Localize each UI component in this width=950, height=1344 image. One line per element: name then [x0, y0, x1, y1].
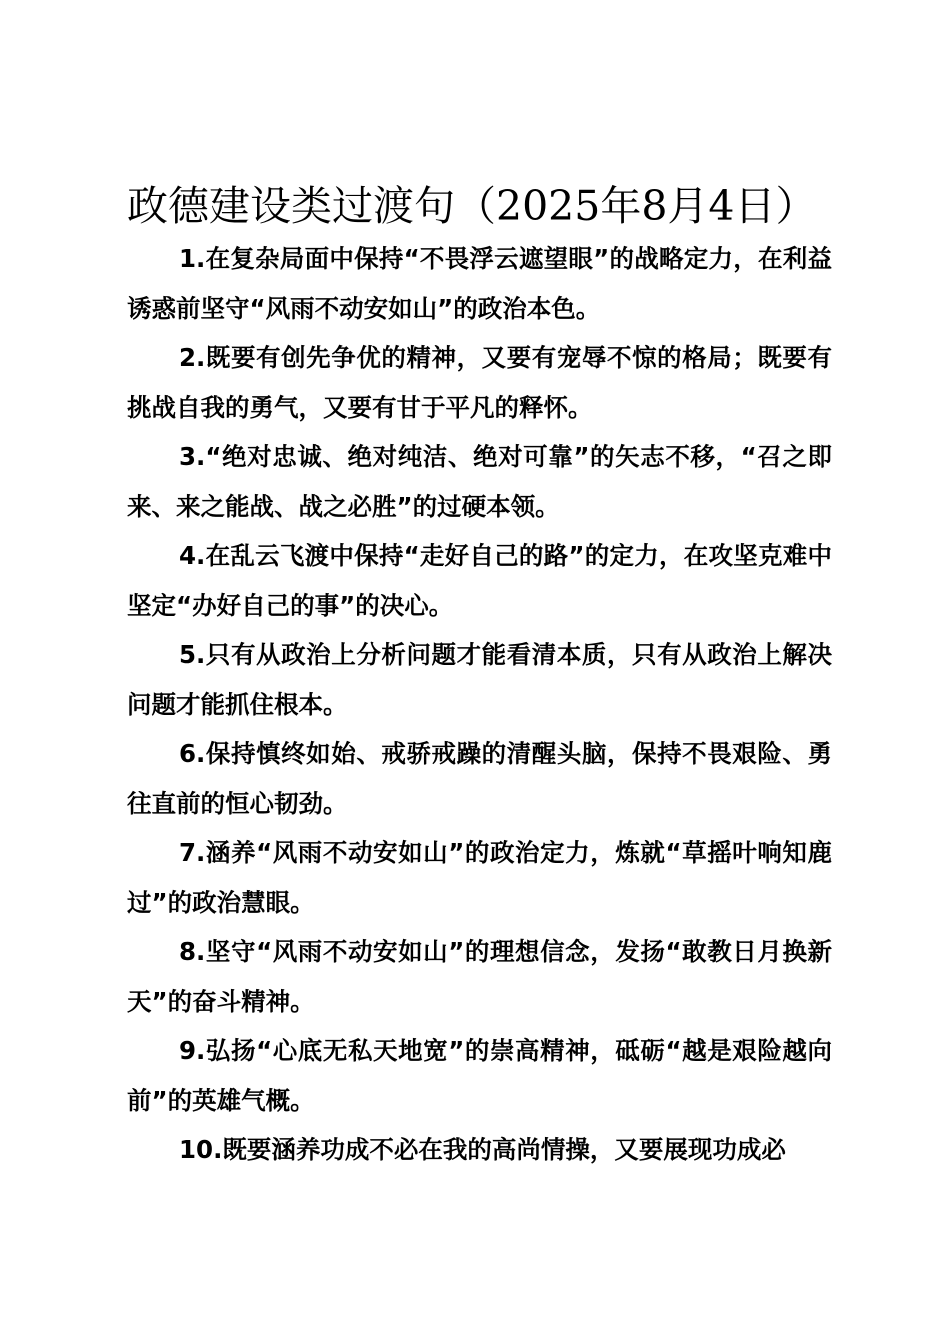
list-item: 7.涵养“风雨不动安如山”的政治定力，炼就“草摇叶响知鹿过”的政治慧眼。	[127, 838, 832, 917]
list-item: 4.在乱云飞渡中保持“走好自己的路”的定力，在攻坚克难中坚定“办好自己的事”的决心。	[127, 541, 832, 620]
list-item: 9.弘扬“心底无私天地宽”的崇高精神，砥砺“越是艰险越向前”的英雄气概。	[127, 1036, 832, 1115]
list-item: 5.只有从政治上分析问题才能看清本质，只有从政治上解决问题才能抓住根本。	[127, 640, 832, 719]
list-item: 1.在复杂局面中保持“不畏浮云遮望眼”的战略定力，在利益诱惑前坚守“风雨不动安如山”的政治本色。	[127, 244, 832, 323]
document-page	[127, 178, 832, 1175]
list-item: 10.既要涵养功成不必在我的高尚情操，又要展现功成必	[179, 1135, 786, 1164]
list-item: 2.既要有创先争优的精神，又要有宠辱不惊的格局；既要有挑战自我的勇气，又要有甘于平凡的释怀。	[127, 343, 832, 422]
list-item: 6.保持慎终如始、戒骄戒躁的清醒头脑，保持不畏艰险、勇往直前的恒心韧劲。	[127, 739, 832, 818]
list-item: 3.“绝对忠诚、绝对纯洁、绝对可靠”的矢志不移，“召之即来、来之能战、战之必胜”的过硬本领。	[127, 442, 832, 521]
transition-sentence-list	[127, 234, 832, 1175]
document-title: 政德建设类过渡句（2025年8月4日）	[127, 182, 817, 230]
list-item: 8.坚守“风雨不动安如山”的理想信念，发扬“敢教日月换新天”的奋斗精神。	[127, 937, 832, 1016]
